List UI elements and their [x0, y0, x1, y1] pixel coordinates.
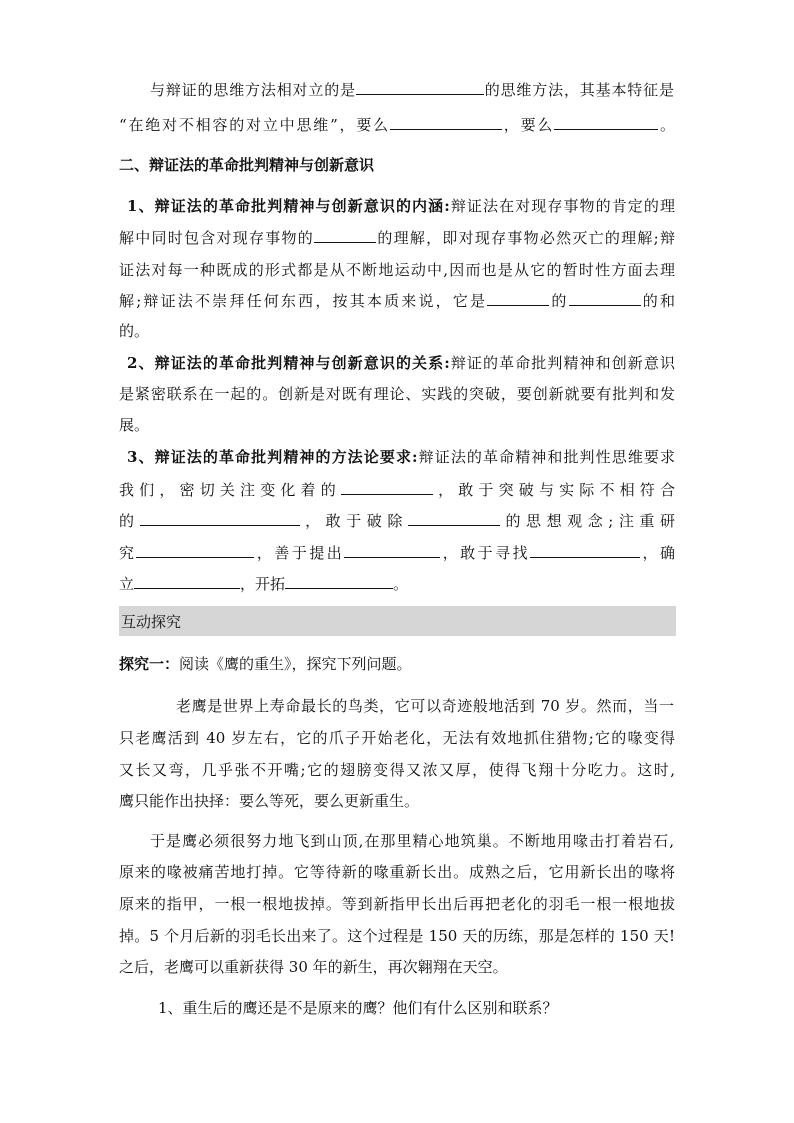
para3-line-4 [119, 543, 675, 563]
fill-blank[interactable] [554, 115, 658, 130]
text: ，善于提出 [254, 544, 345, 562]
fill-blank[interactable] [134, 574, 240, 589]
fill-blank[interactable] [341, 480, 433, 495]
text: 的 [119, 512, 140, 530]
fill-blank[interactable] [136, 543, 254, 558]
section-band [119, 606, 676, 636]
text: 。 [658, 116, 675, 134]
text: 立 [119, 575, 135, 593]
text: 辩证法的革命精神和批判性思维要求 [417, 448, 675, 466]
story2-line-3: 原来的指甲，一根一根地拔掉。等到新指甲长出后再把老化的羽毛一根一根地拔 [119, 895, 675, 913]
para1-line-3: 证法对每一种既成的形式都是从不断地运动中,因而也是从它的暂时性方面去理 [119, 261, 675, 279]
section-heading: 二、辩证法的革命批判精神与创新意识 [119, 156, 375, 174]
text: 的思维方法，其基本特征是 [483, 81, 674, 99]
inquiry-label: 探究一： [119, 655, 180, 673]
text: ，敢于破除 [299, 512, 408, 530]
text: 辩证的革命批判精神和创新意识 [449, 354, 675, 372]
text: 辩证法在对现存事物的肯定的理 [449, 197, 675, 215]
para3-line-2 [119, 480, 675, 500]
para2-line-3: 展。 [119, 416, 150, 434]
text: 解;辩证法不崇拜任何东西，按其本质来说，它是 [119, 292, 488, 310]
para2-line-2: 是紧密联系在一起的。创新是对既有理论、实践的突破，要创新就要有批判和发 [119, 385, 675, 403]
para1-line-2 [119, 228, 675, 248]
para1-line-1 [127, 196, 675, 216]
text: 解中同时包含对现存事物的 [119, 229, 315, 247]
para1-line-4 [119, 291, 675, 311]
text: 的思想观念;注重研 [499, 512, 675, 530]
story1-line-3: 又长又弯，几乎张不开嘴;它的翅膀变得又浓又厚，使得飞翔十分吃力。这时, [119, 761, 675, 779]
para3-label: 3、辩证法的革命批判精神的方法论要求: [127, 448, 418, 466]
text: 辩 [658, 229, 675, 247]
story2-line-5: 之后，老鹰可以重新获得 30 年的新生，再次翱翔在天空。 [119, 958, 508, 976]
text: ，敢于寻找 [440, 544, 531, 562]
text: ，开拓 [240, 575, 286, 593]
text: 阅读《鹰的重生》，探究下列问题。 [179, 655, 412, 673]
text: 。 [393, 575, 409, 593]
fill-blank[interactable] [356, 80, 484, 95]
text: “在绝对不相容的对立中思维”，要么 [119, 116, 390, 134]
story2-line-1: 于是鹰必须很努力地飞到山顶,在那里精心地筑巢。不断地用喙击打着岩石, [150, 832, 674, 850]
text: 的和 [640, 292, 675, 310]
intro-line-1 [150, 80, 674, 100]
inquiry-heading [119, 654, 675, 674]
story1-line-4: 鹰只能作出抉择：要么等死，要么更新重生。 [119, 792, 420, 810]
question-1: 1、重生后的鹰还是不是原来的鹰？他们有什么区别和联系？ [158, 999, 558, 1017]
fill-blank[interactable] [569, 291, 641, 306]
text: ，确 [640, 544, 675, 562]
fill-blank[interactable] [344, 543, 440, 558]
text: 的理解，即对现存事物必然灭亡的理解; [376, 229, 659, 247]
text: ，要么 [501, 116, 555, 134]
fill-blank[interactable] [487, 291, 549, 306]
text: 与辩证的思维方法相对立的是 [150, 81, 356, 99]
para1-label: 1、辩证法的革命批判精神与创新意识的内涵: [127, 197, 450, 215]
text: 的 [549, 292, 569, 310]
fill-blank[interactable] [285, 574, 393, 589]
band-title: 互动探究 [121, 613, 182, 631]
fill-blank[interactable] [408, 511, 500, 526]
story1-line-1: 老鹰是世界上寿命最长的鸟类，它可以奇迹般地活到 70 岁。然而，当一 [176, 697, 674, 715]
text: ，敢于突破与实际不相符合 [432, 481, 675, 499]
para3-line-1 [127, 447, 675, 467]
text: 我们，密切关注变化着的 [119, 481, 341, 499]
story2-line-2: 原来的喙被痛苦地打掉。它等待新的喙重新长出。成熟之后，它用新长出的喙将 [119, 863, 675, 881]
fill-blank[interactable] [530, 543, 640, 558]
text: 究 [119, 544, 137, 562]
story1-line-2: 只老鹰活到 40 岁左右，它的爪子开始老化，无法有效地抓住猎物;它的喙变得 [119, 729, 675, 747]
intro-line-2 [119, 115, 675, 135]
para1-line-5: 的。 [119, 322, 150, 340]
para3-line-5 [119, 574, 675, 594]
fill-blank[interactable] [140, 511, 300, 526]
fill-blank[interactable] [314, 228, 376, 243]
para2-line-1 [127, 353, 675, 373]
fill-blank[interactable] [390, 115, 502, 130]
story2-line-4: 掉。5 个月后新的羽毛长出来了。这个过程是 150 天的历练，那是怎样的 150 天! [119, 927, 675, 945]
para2-label: 2、辩证法的革命批判精神与创新意识的关系: [127, 354, 450, 372]
para3-line-3 [119, 511, 675, 531]
